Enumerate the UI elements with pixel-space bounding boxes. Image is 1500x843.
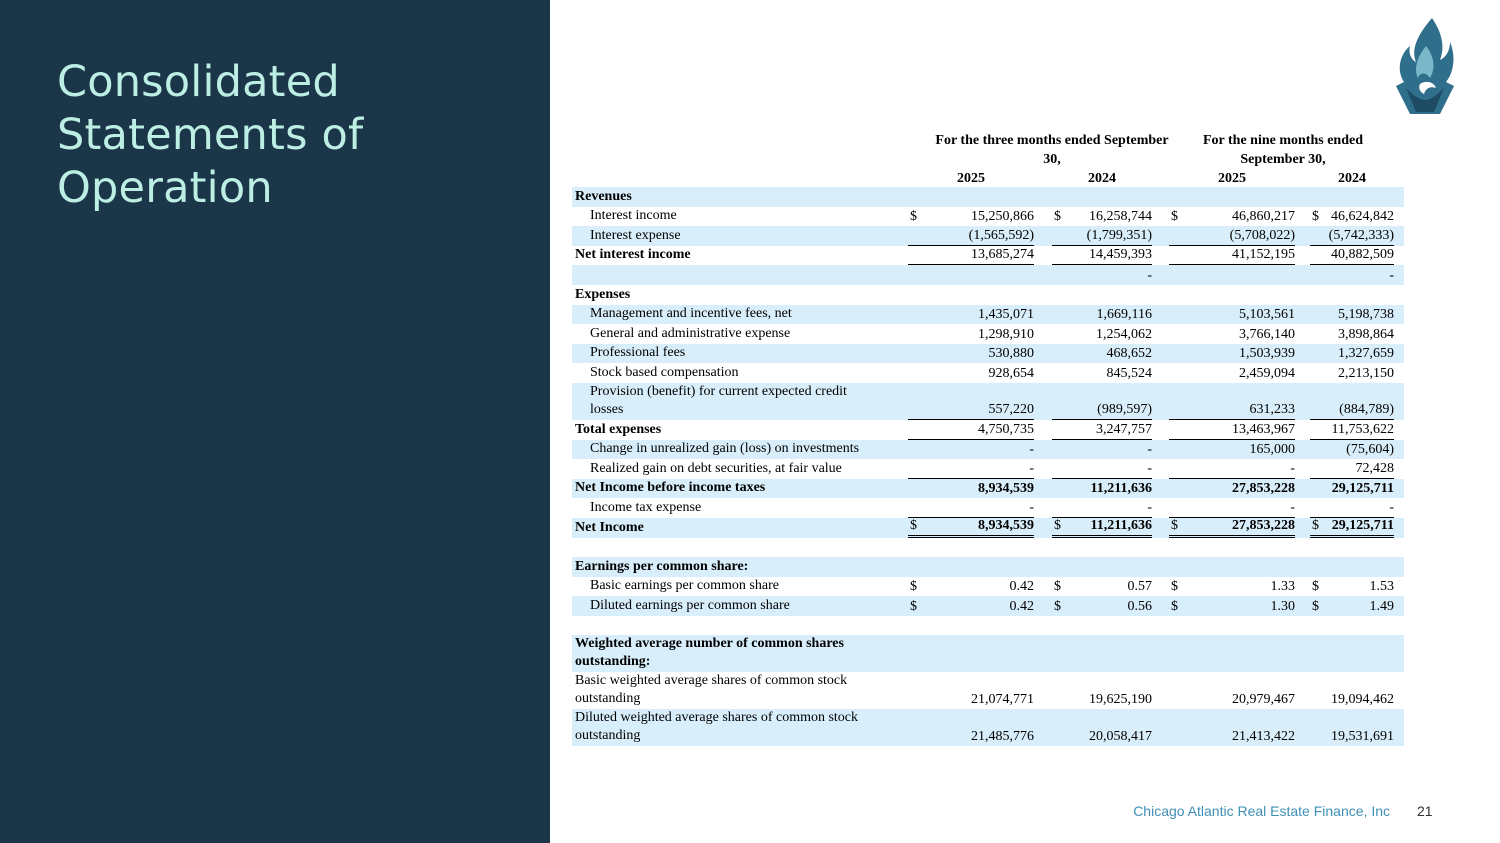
value-cell: $ 29,125,711 <box>1310 516 1394 538</box>
row-label: Interest expense <box>590 227 681 243</box>
value-cell: - <box>1169 459 1295 479</box>
income-statement-table <box>572 132 1404 746</box>
value-cell: - <box>1147 442 1152 458</box>
currency-symbol: $ <box>1171 209 1178 225</box>
flame-logo-icon <box>1396 16 1454 118</box>
table-row <box>572 207 1404 227</box>
value-cell: - <box>1029 442 1034 458</box>
value-cell: 631,233 <box>1169 400 1295 420</box>
row-label: Net interest income <box>575 247 691 263</box>
table-row <box>572 672 1404 709</box>
row-label: General and administrative expense <box>590 325 791 341</box>
value-cell: 19,625,190 <box>1089 692 1152 708</box>
row-label: Realized gain on debt securities, at fair value <box>590 460 842 476</box>
value-cell: 3,247,757 <box>1052 420 1152 440</box>
value-cell: 1,298,910 <box>978 326 1034 342</box>
value-cell: - <box>908 498 1034 518</box>
value-cell: $ 15,250,866 <box>910 209 1034 225</box>
value-cell: 14,459,393 <box>1052 245 1152 265</box>
value-cell: $ 0.42 <box>910 598 1034 614</box>
value-cell: $ 27,853,228 <box>1169 516 1295 538</box>
section-eps-label: Earnings per common share: <box>575 558 749 574</box>
table-row <box>572 420 1404 440</box>
value-cell: - <box>1147 267 1152 283</box>
value-cell: - <box>1052 498 1152 518</box>
currency-symbol: $ <box>910 209 917 225</box>
value-cell: - <box>908 459 1034 479</box>
table-row <box>572 709 1404 746</box>
value-cell: 29,125,711 <box>1331 481 1394 497</box>
value-cell: 13,463,967 <box>1169 420 1295 440</box>
currency-symbol: $ <box>910 517 917 533</box>
value-cell: $ 1.53 <box>1312 579 1394 595</box>
row-label: Provision (benefit) for current expected credit losses <box>590 383 847 417</box>
currency-symbol: $ <box>1312 598 1319 614</box>
value-cell: 1,503,939 <box>1239 346 1295 362</box>
row-label: Net Income <box>575 519 644 535</box>
currency-symbol: $ <box>1171 579 1178 595</box>
row-label: Diluted weighted average shares of common stock outstanding <box>575 710 859 744</box>
header-year: 2025 <box>1169 170 1295 188</box>
row-label: Diluted earnings per common share <box>590 597 790 613</box>
table-spacer <box>572 616 1404 636</box>
value-cell: 20,979,467 <box>1232 692 1295 708</box>
value-cell: (884,789) <box>1310 400 1394 420</box>
value-cell: 5,198,738 <box>1338 307 1394 323</box>
value-cell: 21,485,776 <box>971 729 1034 745</box>
table-row <box>572 363 1404 383</box>
value-cell: 1,254,062 <box>1096 326 1152 342</box>
table-row <box>572 265 1404 285</box>
value-cell: $ 1.30 <box>1171 598 1295 614</box>
value-cell: 19,531,691 <box>1331 729 1394 745</box>
value-cell: 72,428 <box>1310 459 1394 479</box>
value-cell: 557,220 <box>908 400 1034 420</box>
value-cell: 5,103,561 <box>1239 307 1295 323</box>
row-label: Stock based compensation <box>590 364 739 380</box>
value-cell: 20,058,417 <box>1089 729 1152 745</box>
table-row <box>572 440 1404 460</box>
value-cell: 8,934,539 <box>978 481 1034 497</box>
row-label: Interest income <box>590 208 677 224</box>
row-label: Professional fees <box>590 345 686 361</box>
section-wavg-label: Weighted average number of common shares outstanding: <box>575 636 844 670</box>
value-cell: 3,766,140 <box>1239 326 1295 342</box>
value-cell: 530,880 <box>988 346 1034 362</box>
row-label: Management and incentive fees, net <box>590 306 792 322</box>
row-label: Basic earnings per common share <box>590 578 779 594</box>
value-cell: $ 0.57 <box>1054 579 1152 595</box>
value-cell: 4,750,735 <box>908 420 1034 440</box>
table-row <box>572 305 1404 325</box>
value-cell: 1,435,071 <box>978 307 1034 323</box>
currency-symbol: $ <box>1054 579 1061 595</box>
value-cell: $ 11,211,636 <box>1052 516 1152 538</box>
row-label: Net Income before income taxes <box>575 480 766 496</box>
value-cell: (1,565,592) <box>908 226 1034 246</box>
value-cell: 2,213,150 <box>1338 365 1394 381</box>
value-cell: $ 8,934,539 <box>908 516 1034 538</box>
row-label: Total expenses <box>575 421 662 437</box>
table-row <box>572 226 1404 246</box>
value-cell: 13,685,274 <box>908 245 1034 265</box>
value-cell: 40,882,509 <box>1310 245 1394 265</box>
table-row <box>572 187 1404 207</box>
currency-symbol: $ <box>1054 517 1061 533</box>
currency-symbol: $ <box>1171 598 1178 614</box>
header-nine-months: For the nine months ended September 30, <box>1203 133 1363 167</box>
value-cell: 27,853,228 <box>1232 481 1295 497</box>
value-cell: 468,652 <box>1106 346 1152 362</box>
table-row <box>572 557 1404 577</box>
table-row <box>572 518 1404 538</box>
table-row <box>572 459 1404 479</box>
value-cell: $ 1.49 <box>1312 598 1394 614</box>
table-row <box>572 635 1404 672</box>
value-cell: (75,604) <box>1346 442 1394 458</box>
value-cell: $ 46,624,842 <box>1312 209 1394 225</box>
value-cell: - <box>1389 267 1394 283</box>
footer-company-name: Chicago Atlantic Real Estate Finance, Inc <box>1133 803 1390 819</box>
table-header <box>572 132 1404 187</box>
value-cell: $ 0.42 <box>910 579 1034 595</box>
value-cell: 21,413,422 <box>1232 729 1295 745</box>
sidebar-panel <box>0 0 550 843</box>
value-cell: (989,597) <box>1052 400 1152 420</box>
header-year: 2025 <box>908 170 1034 188</box>
value-cell: 11,753,622 <box>1310 420 1394 440</box>
value-cell: 19,094,462 <box>1331 692 1394 708</box>
table-row <box>572 577 1404 597</box>
currency-symbol: $ <box>1312 209 1319 225</box>
currency-symbol: $ <box>1171 517 1178 533</box>
table-row <box>572 344 1404 364</box>
currency-symbol: $ <box>1312 579 1319 595</box>
currency-symbol: $ <box>1312 517 1319 533</box>
value-cell: 41,152,195 <box>1169 245 1295 265</box>
section-expenses-label: Expenses <box>575 286 631 302</box>
value-cell: 165,000 <box>1249 442 1295 458</box>
table-row <box>572 479 1404 499</box>
value-cell: (1,799,351) <box>1052 226 1152 246</box>
value-cell: - <box>1052 459 1152 479</box>
value-cell: 845,524 <box>1106 365 1152 381</box>
section-revenues-label: Revenues <box>575 188 632 204</box>
header-year: 2024 <box>1310 170 1394 188</box>
value-cell: (5,742,333) <box>1310 226 1394 246</box>
currency-symbol: $ <box>910 598 917 614</box>
value-cell: 928,654 <box>988 365 1034 381</box>
value-cell: - <box>1310 498 1394 518</box>
value-cell: 3,898,864 <box>1338 326 1394 342</box>
value-cell: 1,327,659 <box>1338 346 1394 362</box>
slide-title: Consolidated Statements of Operation <box>57 57 364 213</box>
value-cell: 2,459,094 <box>1239 365 1295 381</box>
page-number: 21 <box>1417 803 1433 819</box>
value-cell: $ 16,258,744 <box>1054 209 1152 225</box>
currency-symbol: $ <box>910 579 917 595</box>
row-label: Basic weighted average shares of common stock outstanding <box>575 673 848 707</box>
value-cell: $ 0.56 <box>1054 598 1152 614</box>
header-year: 2024 <box>1052 170 1152 188</box>
value-cell: $ 1.33 <box>1171 579 1295 595</box>
table-spacer <box>572 538 1404 558</box>
value-cell: - <box>1169 498 1295 518</box>
header-three-months: For the three months ended September 30, <box>935 133 1169 167</box>
currency-symbol: $ <box>1054 598 1061 614</box>
value-cell: 21,074,771 <box>971 692 1034 708</box>
row-label: Income tax expense <box>590 499 702 515</box>
value-cell: 1,669,116 <box>1096 307 1152 323</box>
currency-symbol: $ <box>1054 209 1061 225</box>
table-row <box>572 246 1404 266</box>
value-cell: (5,708,022) <box>1169 226 1295 246</box>
table-row <box>572 324 1404 344</box>
value-cell: $ 46,860,217 <box>1171 209 1295 225</box>
value-cell: 11,211,636 <box>1090 481 1152 497</box>
table-row <box>572 285 1404 305</box>
table-row <box>572 596 1404 616</box>
row-label: Change in unrealized gain (loss) on investments <box>590 441 860 457</box>
table-row <box>572 383 1404 420</box>
